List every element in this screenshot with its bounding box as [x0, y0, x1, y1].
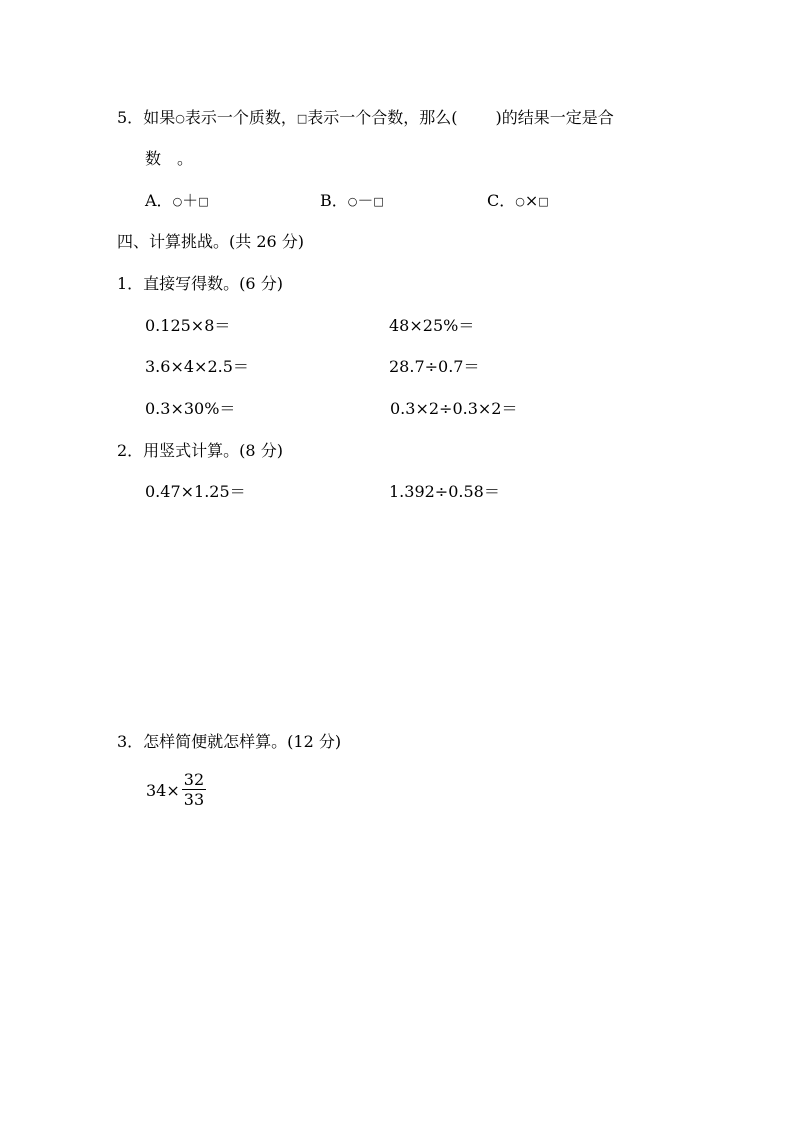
square-symbol: □	[198, 195, 209, 208]
option-c[interactable]	[487, 191, 549, 212]
calc-item: 3.6×4×2.5＝	[145, 357, 249, 376]
circle-symbol: ○	[515, 195, 525, 208]
square-symbol: □	[538, 195, 549, 208]
fraction-expression	[146, 771, 206, 810]
operator: －	[357, 191, 374, 210]
fraction-denominator: 33	[183, 790, 205, 809]
question-text-pre: 如果	[143, 108, 176, 127]
calc-item: 48×25%＝	[389, 316, 475, 335]
circle-symbol: ○	[175, 112, 185, 125]
option-label: A．	[145, 191, 173, 210]
fraction-numerator: 32	[183, 770, 205, 789]
option-label: C．	[487, 191, 516, 210]
question-5-line	[117, 108, 614, 129]
expression-whole: 34×	[146, 780, 180, 800]
square-symbol: □	[373, 195, 384, 208]
circle-symbol: ○	[347, 195, 358, 208]
calc-item: 1.392÷0.58＝	[389, 482, 500, 501]
calc-item: 0.3×30%＝	[145, 399, 236, 418]
question-text-mid2: 表示一个合数，那么(	[307, 108, 458, 127]
question-text-post: )的结果一定是合	[495, 108, 614, 127]
calc-item: 0.3×2÷0.3×2＝	[390, 399, 518, 418]
option-a[interactable]	[145, 191, 209, 212]
option-label: B．	[320, 191, 348, 210]
part-3-title: 3．怎样简便就怎样算。(12 分)	[117, 732, 342, 751]
part-1-title: 1．直接写得数。(6 分)	[117, 274, 283, 293]
question-5-continuation: 数 。	[145, 149, 194, 168]
question-text-mid1: 表示一个质数，	[184, 108, 297, 127]
fraction	[182, 771, 206, 810]
circle-symbol: ○	[172, 195, 183, 208]
section-title: 四、计算挑战。(共 26 分)	[117, 232, 305, 251]
calc-item: 0.47×1.25＝	[145, 482, 246, 501]
operator: ＋	[182, 191, 199, 210]
calc-item: 28.7÷0.7＝	[389, 357, 480, 376]
calc-item: 0.125×8＝	[145, 316, 231, 335]
part-2-title: 2．用竖式计算。(8 分)	[117, 441, 283, 460]
square-symbol: □	[296, 112, 308, 125]
question-number: 5．	[117, 108, 144, 127]
operator: ×	[524, 191, 539, 210]
option-b[interactable]	[320, 191, 384, 212]
